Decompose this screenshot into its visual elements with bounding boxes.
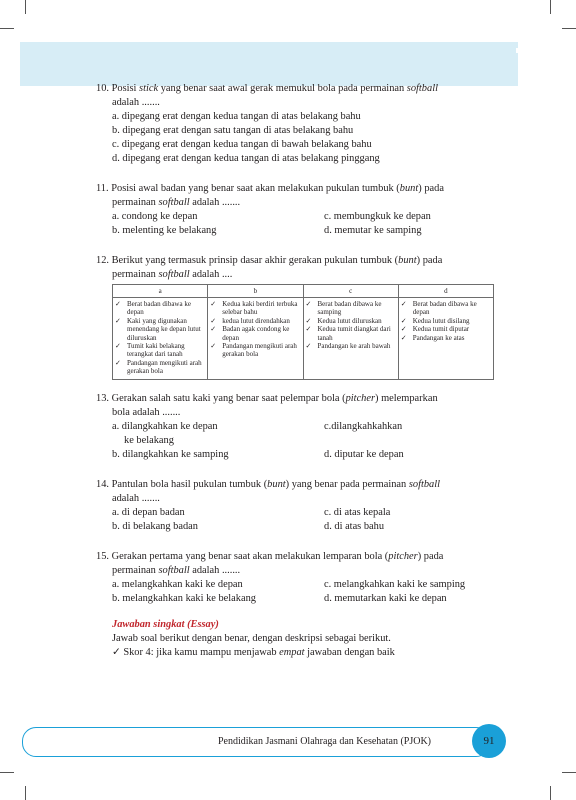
question-stem-cont: adalah .......	[112, 492, 160, 504]
question-stem: 11. Posisi awal badan yang benar saat akan melakukan pukulan tumbuk (bunt) pada	[96, 183, 444, 194]
question-stem-cont: permainan softball adalah ....	[112, 269, 233, 280]
answer-options-table	[112, 284, 494, 380]
check-icon: ✓	[400, 325, 407, 334]
option-d: d. memutar ke samping	[324, 225, 422, 236]
table-cell-b: ✓ Kedua kaki berdiri terbuka selebar bahu ✓ kedua lutut direndahkan ✓ Badan agak condong ke depan ✓ Pandangan mengikuti arah gerakan bola	[208, 298, 303, 380]
question-12	[96, 254, 498, 380]
check-icon: ✓	[305, 342, 312, 351]
option-a: a. melangkahkan kaki ke depan	[112, 578, 243, 590]
crop-mark	[550, 0, 551, 14]
question-stem-cont: permainan softball adalah .......	[112, 564, 241, 576]
check-icon: ✓	[400, 333, 407, 342]
option-d: d. diputar ke depan	[324, 448, 404, 460]
table-header-a: a	[113, 285, 208, 298]
check-icon: ✓	[210, 342, 217, 351]
page-number: 91	[472, 724, 506, 758]
crop-mark	[25, 786, 26, 800]
option-a: a. di depan badan	[112, 506, 185, 518]
crop-mark	[562, 28, 576, 29]
option-c: c. dipegang erat dengan kedua tangan di bawah belakang bahu	[112, 139, 372, 150]
check-icon: ✓	[112, 646, 121, 658]
crop-mark	[0, 28, 14, 29]
option-c: c. membungkuk ke depan	[324, 211, 431, 222]
check-icon: ✓	[115, 358, 121, 367]
header-band	[20, 42, 518, 86]
crop-mark	[550, 786, 551, 800]
crop-mark	[25, 0, 26, 14]
question-stem: 10. Posisi stick yang benar saat awal gerak memukul bola pada permainan softball	[96, 83, 438, 94]
check-icon: ✓	[210, 316, 217, 325]
check-icon: ✓	[115, 316, 121, 325]
crop-mark	[562, 772, 576, 773]
question-stem: 15. Gerakan pertama yang benar saat akan melakukan lemparan bola (pitcher) pada	[96, 550, 444, 562]
crop-mark	[0, 772, 14, 773]
check-icon: ✓	[210, 300, 217, 308]
option-b: b. di belakang badan	[112, 520, 198, 532]
table-header-b: b	[208, 285, 303, 298]
question-10	[96, 82, 498, 166]
page-content	[96, 82, 498, 660]
check-icon: ✓	[305, 300, 312, 308]
question-stem-cont: adalah .......	[112, 97, 160, 108]
option-c: c. melangkahkan kaki ke samping	[324, 578, 466, 590]
table-header-c: c	[303, 285, 398, 298]
table-cell-d: ✓ Berat badan dibawa ke depan ✓ Kedua lutut disilang ✓ Kedua tumit diputar ✓ Pandangan ke atas	[398, 298, 493, 380]
option-d: d. dipegang erat dengan kedua tangan di atas belakang pinggang	[112, 153, 380, 164]
option-c: c.dilangkahkahkan	[324, 420, 403, 432]
question-stem-cont: permainan softball adalah .......	[112, 197, 241, 208]
option-a: a. dipegang erat dengan kedua tangan di atas belakang bahu	[112, 111, 361, 122]
check-icon: ✓	[210, 325, 217, 334]
option-b: b. melangkahkan kaki ke belakang	[112, 592, 256, 604]
option-b: b. dilangkahkan ke samping	[112, 448, 229, 460]
option-d: d. memutarkan kaki ke depan	[324, 592, 447, 604]
score-item: ✓ Skor 4: jika kamu mampu menjawab empat jawaban dengan baik	[112, 646, 395, 658]
essay-title: Jawaban singkat (Essay)	[112, 618, 219, 630]
footer-book-title: Pendidikan Jasmani Olahraga dan Kesehatan (PJOK)	[218, 736, 431, 747]
question-stem-cont: bola adalah .......	[112, 406, 181, 418]
check-icon: ✓	[115, 300, 121, 308]
option-a: a. condong ke depan	[112, 211, 198, 222]
check-icon: ✓	[305, 316, 312, 325]
option-c-cont: ke belakang	[124, 434, 174, 446]
option-a: a. dilangkahkan ke depan	[112, 420, 218, 432]
option-d: d. di atas bahu	[324, 520, 385, 532]
check-icon: ✓	[400, 300, 407, 308]
question-11	[96, 182, 498, 238]
essay-section	[96, 618, 498, 660]
check-icon: ✓	[305, 325, 312, 334]
option-b: b. dipegang erat dengan satu tangan di atas belakang bahu	[112, 125, 354, 136]
question-13	[96, 392, 498, 462]
question-stem: 14. Pantulan bola hasil pukulan tumbuk (bunt) yang benar pada permainan softball	[96, 478, 441, 490]
question-15	[96, 550, 498, 606]
check-icon: ✓	[400, 316, 407, 325]
table-cell-c: ✓ Berat badan dibawa ke samping ✓ Kedua lutut diluruskan ✓ Kedua tumit diangkat dari tanah ✓ Pandangan ke arah bawah	[303, 298, 398, 380]
table-header-d: d	[398, 285, 493, 298]
option-b: b. melenting ke belakang	[112, 225, 217, 236]
question-stem: 12. Berikut yang termasuk prinsip dasar akhir gerakan pukulan tumbuk (bunt) pada	[96, 255, 443, 266]
check-icon: ✓	[115, 342, 121, 351]
table-cell-a: ✓ Berat badan dibawa ke depan ✓ Kaki yang digunakan menendang ke depan lutut diluruskan ✓ Tumit kaki belakang terangkat dari tanah ✓ Pandangan mengikuti arah gerakan bola	[113, 298, 208, 380]
question-14	[96, 478, 498, 534]
option-c: c. di atas kepala	[324, 506, 391, 518]
question-stem: 13. Gerakan salah satu kaki yang benar saat pelempar bola (pitcher) melemparkan	[96, 392, 438, 404]
essay-instruction: Jawab soal berikut dengan benar, dengan deskripsi sebagai berikut.	[112, 632, 391, 644]
